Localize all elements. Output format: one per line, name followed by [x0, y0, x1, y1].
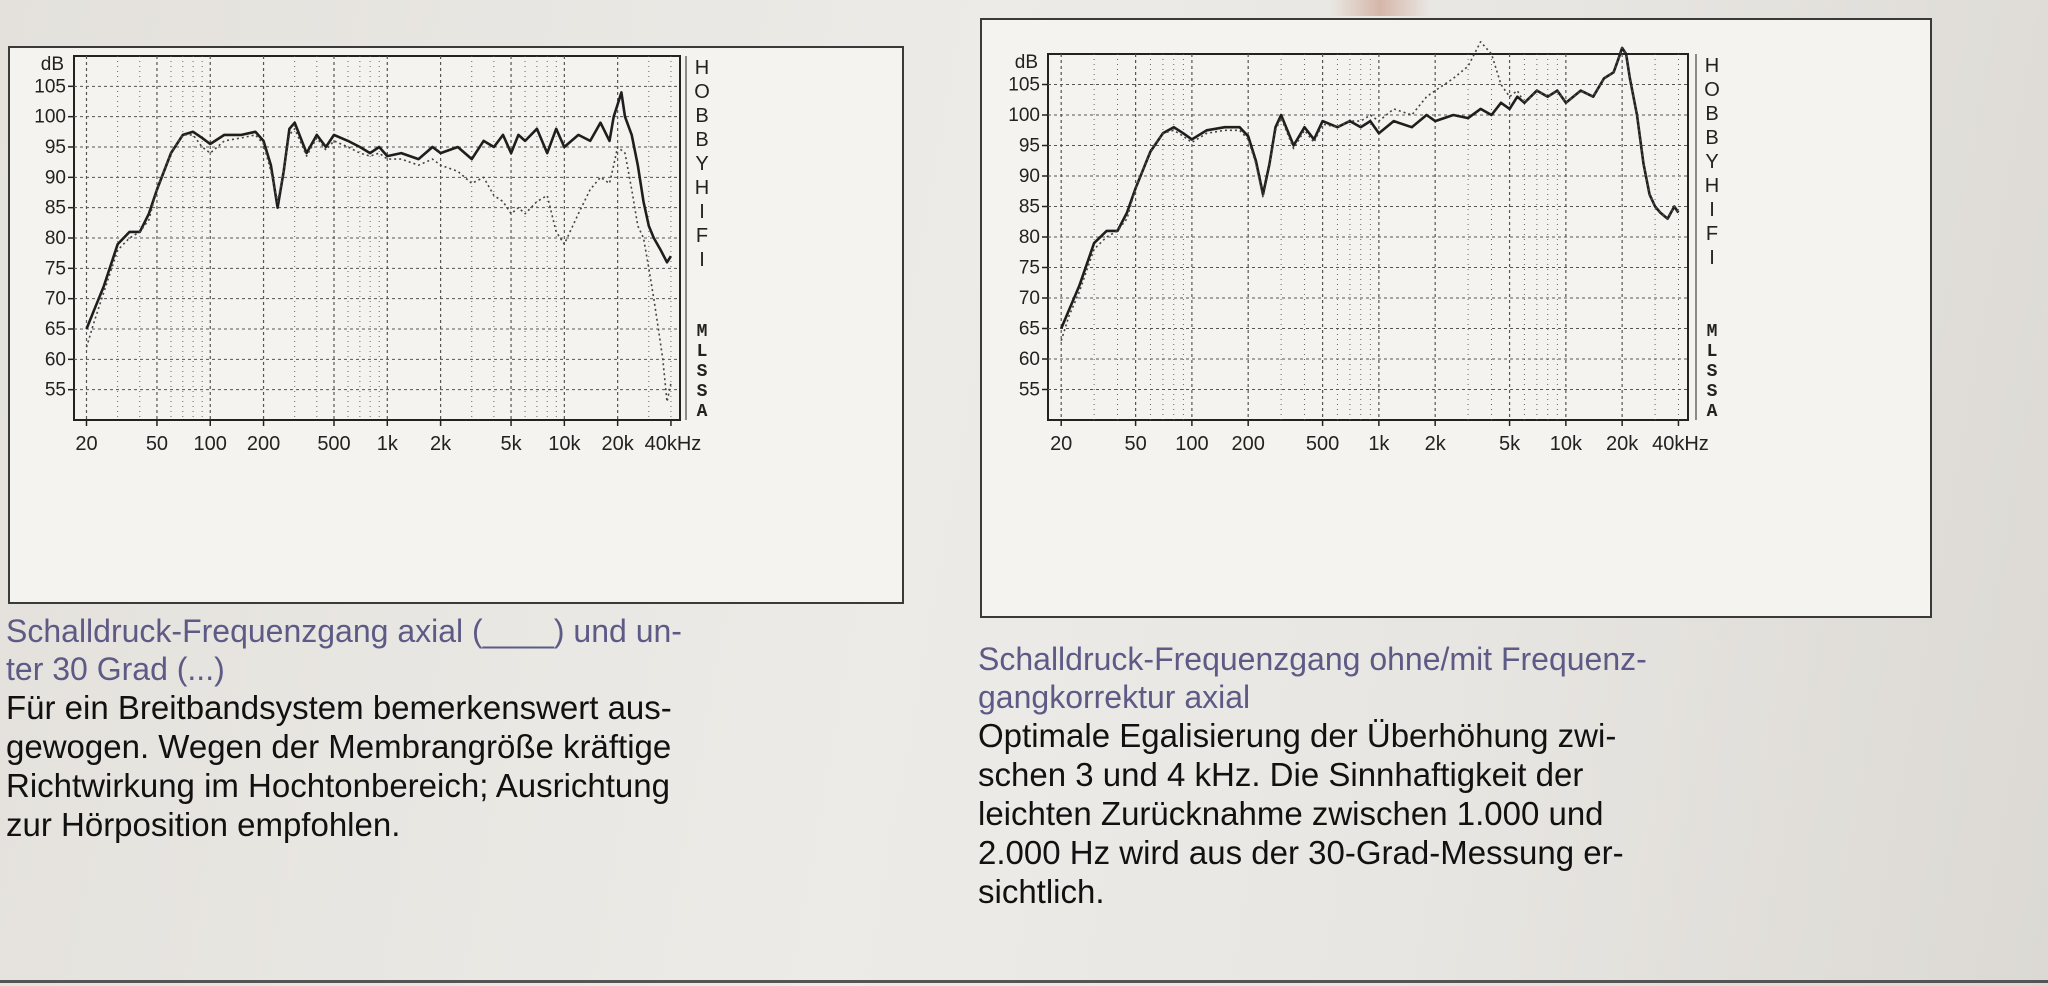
chart-left-y-tick-label: 55	[44, 379, 66, 401]
bottom-rule	[0, 980, 2048, 983]
chart-right-x-tick-label: 50	[1124, 433, 1147, 455]
chart-right-y-tick-label: 85	[1018, 196, 1040, 218]
chart-right-side-label-bottom: M L S S A	[1706, 322, 1718, 422]
caption-right-body: Optimale Egalisierung der Überhöhung zwi- schen 3 und 4 kHz. Die Sinnhaftigkeit der leichten Zurücknahme zwischen 1.000 und 2.000 Hz wird aus der 30-Grad-Messung er- sichtlich.	[978, 717, 1624, 910]
chart-left-x-tick-label: 10k	[548, 433, 581, 455]
chart-right-y-tick-label: 95	[1018, 135, 1040, 157]
chart-left-y-tick-label: 80	[44, 228, 66, 249]
chart-left-x-tick-label: 500	[317, 433, 351, 455]
photo-corner-shade	[1330, 0, 1430, 16]
caption-right	[978, 640, 1978, 911]
chart-left-x-tick-label: 20	[75, 433, 98, 455]
chart-left-y-tick-label: 100	[34, 106, 66, 128]
chart-right-x-tick-label: 500	[1305, 433, 1340, 455]
chart-left-x-tick-label: 2k	[430, 433, 452, 455]
chart-right-y-tick-label: 70	[1018, 288, 1040, 309]
chart-right-y-tick-label: 105	[1008, 74, 1040, 96]
chart-right-x-tick-label: 20k	[1606, 433, 1639, 455]
chart-left-x-tick-label: 100	[193, 433, 227, 455]
chart-right-y-tick-label: 60	[1018, 349, 1040, 370]
chart-right-x-tick-label: 200	[1231, 433, 1265, 455]
chart-right-y-tick-label: 80	[1018, 227, 1040, 248]
chart-right-x-tick-label: 40kHz	[1652, 433, 1709, 455]
chart-right-y-tick-label: 75	[1018, 257, 1040, 279]
chart-left-y-tick-label: 85	[44, 197, 66, 219]
chart-left-y-tick-label: 75	[44, 258, 66, 280]
chart-left-y-tick-label: 70	[44, 288, 66, 310]
chart-right-x-tick-label: 5k	[1499, 433, 1521, 455]
chart-frame-right	[980, 18, 1932, 618]
chart-left-x-tick-label: 1k	[376, 433, 398, 455]
chart-left-side-label-top: H O B B Y H I F I	[694, 57, 710, 271]
chart-left-x-tick-label: 20k	[601, 433, 634, 455]
chart-right-y-axis-label: dB	[1014, 52, 1038, 73]
chart-right-x-tick-label: 10k	[1549, 433, 1582, 455]
chart-left-x-tick-label: 5k	[500, 433, 522, 455]
frequency-response-chart-right	[982, 20, 1930, 616]
chart-right-y-tick-label: 100	[1008, 105, 1040, 126]
chart-right-x-tick-label: 2k	[1424, 433, 1446, 455]
chart-right-x-tick-label: 100	[1175, 433, 1209, 455]
chart-left-y-axis-label: dB	[40, 54, 64, 75]
chart-left-series-dotted	[87, 129, 671, 402]
chart-right-x-tick-label: 20	[1050, 433, 1073, 455]
chart-right-series-dotted	[1061, 42, 1678, 341]
chart-left-side-label-bottom: M L S S A	[696, 322, 708, 422]
caption-left-body: Für ein Breitbandsystem bemerkenswert aus- gewogen. Wegen der Membrangröße kräftige Richtwirkung im Hochtonbereich; Ausrichtung zur Hörposition empfohlen.	[6, 689, 672, 843]
chart-left-y-tick-label: 95	[44, 137, 66, 158]
chart-right-side-label-top: H O B B Y H I F I	[1704, 55, 1720, 269]
chart-right-series-solid	[1061, 48, 1678, 329]
chart-right-x-tick-label: 1k	[1368, 433, 1390, 455]
chart-frame-left	[8, 46, 904, 604]
caption-right-title: Schalldruck-Frequenzgang ohne/mit Frequenz- gangkorrektur axial	[978, 641, 1647, 715]
chart-right-y-tick-label: 55	[1018, 379, 1040, 401]
chart-left-y-tick-label: 65	[44, 319, 66, 340]
chart-right-y-tick-label: 90	[1018, 166, 1040, 187]
chart-left-y-tick-label: 90	[44, 167, 66, 189]
caption-left-title: Schalldruck-Frequenzgang axial (____) und un- ter 30 Grad (...)	[6, 613, 682, 687]
chart-left-y-tick-label: 105	[34, 76, 66, 98]
chart-left-x-tick-label: 50	[145, 433, 169, 455]
chart-right-y-tick-label: 65	[1018, 318, 1040, 340]
chart-left-x-tick-label: 40kHz	[644, 433, 702, 455]
chart-left-series-solid	[87, 92, 671, 329]
chart-left-x-tick-label: 200	[246, 433, 281, 455]
chart-left-y-tick-label: 60	[44, 349, 66, 371]
frequency-response-chart-left	[10, 48, 902, 602]
caption-left	[6, 612, 906, 844]
